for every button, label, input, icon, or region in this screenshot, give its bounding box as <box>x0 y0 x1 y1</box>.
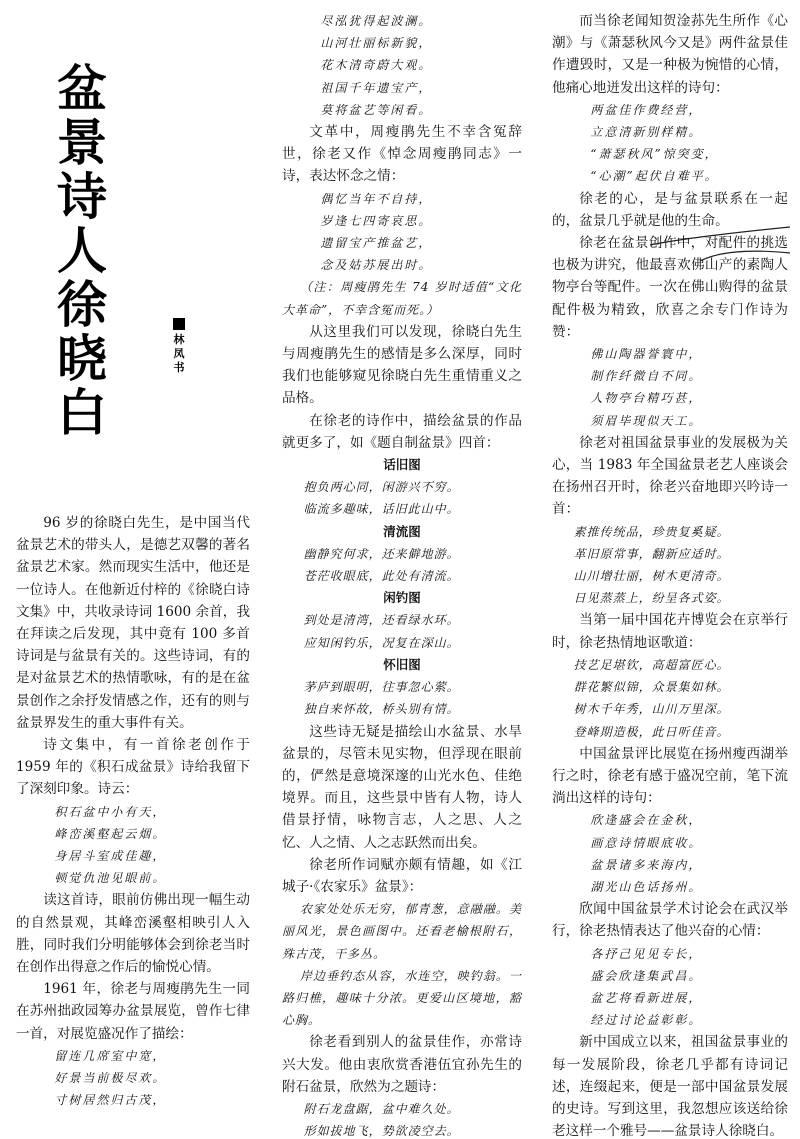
poem-line: 留连几席室中宽， <box>54 1048 167 1063</box>
paragraph: 欣闻中国盆景学术讨论会在武汉举行，徐老热情表达了他兴奋的心情： <box>552 901 788 940</box>
poem-line: 积石盆中小有天， <box>54 804 167 819</box>
paragraph: 徐老看到别人的盆景佳作，亦常诗兴大发。他由衷欣赏香港伍宜孙先生的附石盆景，欣然为之题诗： <box>282 1034 522 1095</box>
poem-line: 群花繁似锦，众景集如林。 <box>573 680 730 695</box>
poem-line: 好景当前极尽欢。 <box>54 1071 167 1086</box>
poem-line: 佛山陶器誉寰中， <box>590 347 703 362</box>
paragraph: 徐老的心，是与盆景联系在一起的，盆景几乎就是他的生命。 <box>552 190 788 229</box>
paragraph: 1961 年，徐老与周瘦鹃先生一同在苏州拙政园筹办盆景展览，曾作七律一首，对展览盛况作了描绘： <box>16 981 250 1042</box>
poem-line: 寸树居然归古茂， <box>54 1093 167 1108</box>
author-byline <box>170 318 188 375</box>
poem-line: 革旧原常事，翻新应适时。 <box>573 546 730 561</box>
paragraph: 在徐老的诗作中，描绘盆景的作品就更多了，如《题自制盆景》四首： <box>282 412 522 451</box>
poem-line: 山河壮丽标新貌， <box>320 36 433 51</box>
poem-line: 须眉毕现似天工。 <box>590 413 703 428</box>
title-char: 诗 <box>57 168 107 226</box>
poem-line: “心潮”起伏自难平。 <box>590 169 719 184</box>
poem-line: 临流多趣味，话旧此山中。 <box>303 502 460 517</box>
poem-line: 欣逢盛会在金秋， <box>590 813 703 828</box>
poem-line: 祖国千年遗宝产， <box>320 80 433 95</box>
poem <box>552 99 788 188</box>
paragraph: 中国盆景评比展览在扬州瘦西湖举行之时，徐老有感于盛况空前，笔下流淌出这样的诗句： <box>552 745 788 807</box>
poem-line: 湖光山色话扬州。 <box>590 879 703 894</box>
paragraph: 96 岁的徐晓白先生，是中国当代盆景艺术的带头人，是德艺双馨的著名盆景艺术家。然而现实生活中，他还是一位诗人。在他新近付梓的《徐晓白诗文集》中，共收录诗词 1600 余首，我在拜读之后发现，其中竟有 100 多首诗词是与盆景有关的。这些诗词，有的是对盆景艺术的热情歌咏，有的是在盆景创作之余抒发情感之作，还有的则与盆景界发生的重大事件有关。 <box>16 515 250 731</box>
poem <box>552 343 788 432</box>
poem-line: 画意诗情眼底收。 <box>590 835 703 850</box>
column-1 <box>16 512 250 1111</box>
poem-line: 各抒己见见专长， <box>590 946 703 961</box>
poem-line: 顿觉仇池见眼前。 <box>54 871 167 886</box>
author-char: 林 <box>173 333 185 346</box>
poem-line: 盆艺将看新进展， <box>590 990 703 1005</box>
poem-line: 附石龙盘踞，盆中难久处。 <box>303 1101 460 1116</box>
title-char: 晓 <box>57 330 107 388</box>
poem-line: 身居斗室成佳趣， <box>54 849 167 864</box>
poem-line: 两盆佳作费经营， <box>590 102 703 117</box>
poem-title: 清流图 <box>383 523 421 539</box>
paragraph: 这些诗无疑是描绘山水盆景、水旱盆景的，尽管未见实物，但浮现在眼前的，俨然是意境深邃的山光水色、佳绝境界。而且，这些景中皆有人物，诗人借景抒情，咏物言志，人之思、人之忆、人之情、人之志跃然而出矣。 <box>282 723 522 851</box>
paragraph: 文革中，周瘦鹃先生不幸含冤辞世，徐老又作《悼念周瘦鹃同志》一诗，表达怀念之情： <box>282 124 522 185</box>
poem-line: 人物亭台精巧甚， <box>590 391 703 406</box>
poem-line: “萧瑟秋风”惊突变， <box>590 147 719 162</box>
poem-line: 经过讨论益彰彰。 <box>590 1013 703 1028</box>
poem-line: 日见蒸蒸上，纷呈各式姿。 <box>573 591 730 606</box>
poem <box>282 10 522 121</box>
poem-line: 立意清新别样精。 <box>590 125 703 140</box>
poem-title: 话旧图 <box>383 457 421 473</box>
poem-line: 偶忆当年不自持， <box>320 191 433 206</box>
poem-title: 闲钓图 <box>383 590 421 606</box>
poem <box>16 1045 250 1112</box>
poem-line: 苍茫收眼底，此处有清流。 <box>303 569 460 584</box>
paragraph: 诗文集中，有一首徐老创作于 1959 年的《积石成盆景》诗给我留下了深刻印象。诗云： <box>16 737 250 798</box>
paragraph: 徐老在盆景创作中，对配件的挑选也极为讲究，他最喜欢佛山产的素陶人物亭台等配件。一次在佛山购得的盆景配件极为精致，欣喜之余专门作诗为赞： <box>552 235 788 340</box>
title-char: 景 <box>57 114 107 172</box>
title-char: 盆 <box>57 60 107 118</box>
paragraph: 读这首诗，眼前仿佛出现一幅生动的自然景观，其峰峦溪壑相映引人入胜，同时我们分明能够体会到徐老当时在创作出得意之作后的愉悦心情。 <box>16 892 250 976</box>
poem <box>552 521 788 610</box>
ci-verse: 农家处处乐无穷，郁青葱，意融融。美丽风光，景色画图中。还看老榆根附石，殊古茂，干多丛。 <box>282 902 522 961</box>
poem-line: 茅庐到眼明，往事忽心萦。 <box>303 680 460 695</box>
poem-line: 独自来怀故，桥头别有情。 <box>303 702 460 717</box>
poem <box>16 801 250 890</box>
poem-line: 遗留宝产推盆艺， <box>320 236 433 251</box>
poem-line: 素推传统品，珍贵复奚疑。 <box>573 524 730 539</box>
ci-verse: 岸边垂钓态从容，水连空，映钓翁。一路归樵，趣味十分浓。更爱山区境地，豁心胸。 <box>282 968 522 1028</box>
poem-line: 幽静究何求，还来僻地游。 <box>303 546 460 561</box>
poem <box>282 188 522 277</box>
column-2 <box>282 10 522 1139</box>
poem-line: 抱负两心同，闲游兴不穷。 <box>303 480 460 495</box>
paragraph: 而当徐老闻知贺淦荪先生所作《心潮》与《萧瑟秋风今又是》两件盆景佳作遭毁时，又是一种极为惋惜的心情，他痛心地迸发出这样的诗句： <box>552 13 788 96</box>
square-bullet-icon <box>173 318 185 330</box>
poem-line: 山川增壮丽，树木更清奇。 <box>573 569 730 584</box>
poem-line: 峰峦溪壑起云烟。 <box>54 826 167 841</box>
poem-line: 念及姑苏展出时。 <box>320 258 433 273</box>
column-3 <box>552 10 788 1139</box>
paragraph: 当第一届中国花卉博览会在京举行时，徐老热情地讴歌道： <box>552 612 788 651</box>
poem-line: 制作纤微自不同。 <box>590 369 703 384</box>
poem-title: 怀旧图 <box>383 656 421 672</box>
author-char: 凤 <box>173 347 185 360</box>
poem-line: 尽泓犹得起波澜。 <box>320 14 433 28</box>
poem-line: 岁逢七四寄哀思。 <box>320 213 433 228</box>
poem-line: 花木清奇蔚大观。 <box>320 58 433 73</box>
paragraph: 徐老所作词赋亦颇有情趣，如《江城子·《农家乐》盆景》： <box>282 856 522 895</box>
article-title <box>54 62 110 440</box>
poem-line: 树木千年秀，山川万里深。 <box>573 702 730 717</box>
title-char: 徐 <box>57 276 107 334</box>
poem <box>552 654 788 743</box>
title-char: 白 <box>57 384 107 442</box>
poem-line: 形如拔地飞，势欲凌空去。 <box>303 1124 460 1139</box>
author-char: 书 <box>173 361 185 374</box>
paragraph: 从这里我们可以发现，徐晓白先生与周瘦鹃先生的感情是多么深厚，同时我们也能够窥见徐晓白先生重情重义之品格。 <box>282 323 522 407</box>
poem-line: 应知闲钓乐，况复在深山。 <box>303 635 460 650</box>
poem-line: 到处是清湾，还看绿水环。 <box>303 613 460 628</box>
poem-line: 盆景诸多来海内， <box>590 857 703 872</box>
paragraph: 徐老对祖国盆景事业的发展极为关心，当 1983 年全国盆景老艺人座谈会在扬州召开时，徐老兴奋地即兴吟诗一首： <box>552 434 788 518</box>
poem-line: 技艺足堪钦，高超富匠心。 <box>573 657 730 672</box>
poem-line: 盛会欣逢集武昌。 <box>590 968 703 983</box>
poem <box>552 809 788 898</box>
poem-line: 登峰期造极，此日听佳音。 <box>573 724 730 739</box>
title-char: 人 <box>57 222 107 280</box>
paragraph: 新中国成立以来，祖国盆景事业的每一发展阶段，徐老几乎都有诗词记述，连缀起来，便是一部中国盆景发展的史诗。写到这里，我忽想应该送给徐老这样一个雅号——盆景诗人徐晓白。 <box>552 1034 788 1139</box>
poem-line: 莫将盆艺等闲看。 <box>320 102 433 117</box>
poem <box>552 943 788 1032</box>
footnote: （注：周瘦鹃先生 74 岁时适值“文化大革命”，不幸含冤而死。） <box>282 280 522 317</box>
poem <box>282 1098 522 1139</box>
